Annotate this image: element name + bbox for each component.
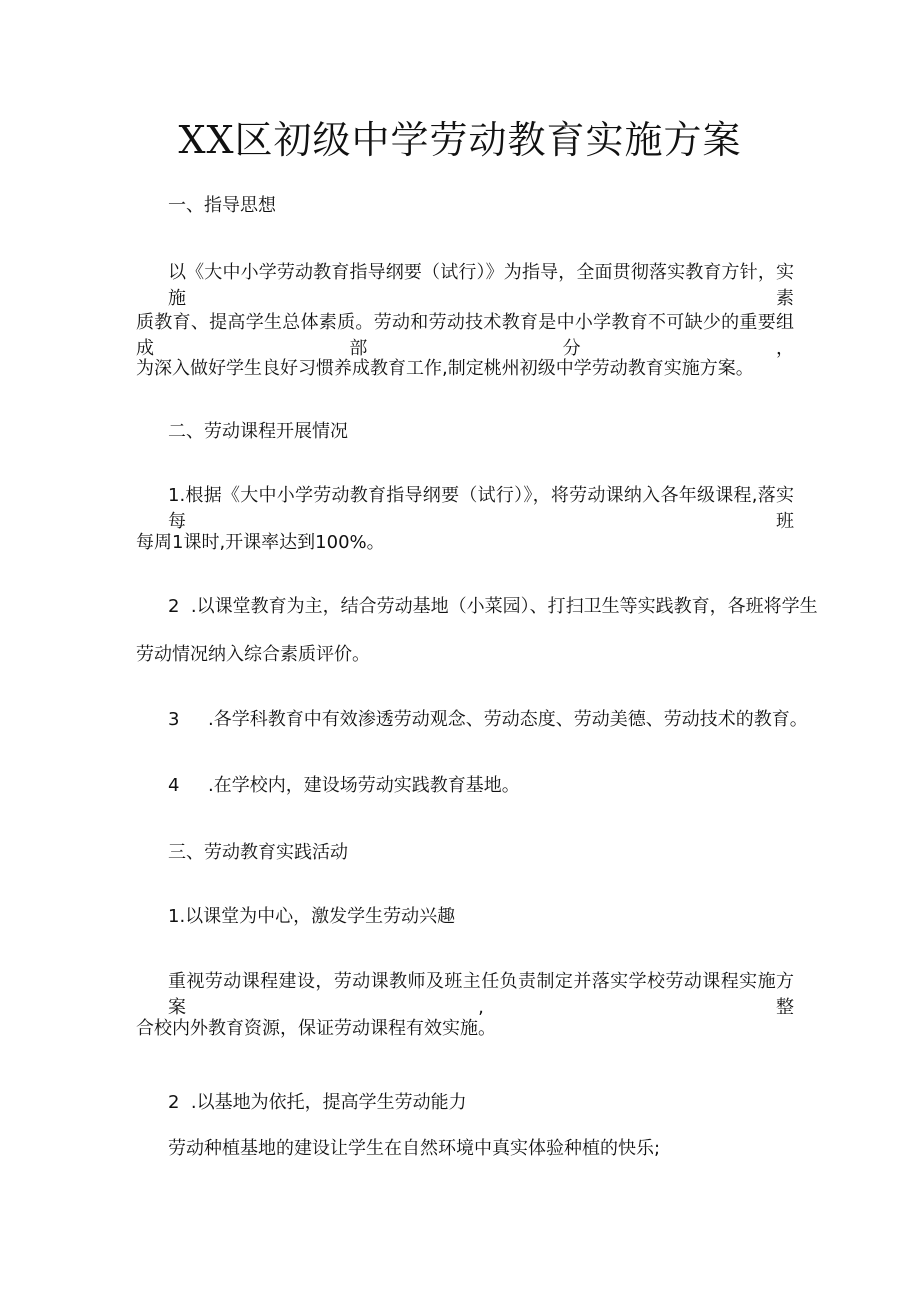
subheading-base-support: 2 .以基地为依托，提高学生劳动能力 [168, 1092, 467, 1113]
paragraph-line: 质教育、提高学生总体素质。劳动和劳动技术教育是中小学教育不可缺少的重要组成部分， [136, 312, 794, 359]
paragraph-line: 劳动种植基地的建设让学生在自然环境中真实体验种植的快乐; [168, 1138, 661, 1159]
paragraph-line: 以《大中小学劳动教育指导纲要（试行）》为指导，全面贯彻落实教育方针，实施素 [168, 262, 794, 309]
paragraph-line: 为深入做好学生良好习惯养成教育工作,制定桃州初级中学劳动教育实施方案。 [136, 358, 754, 379]
paragraph-line: 重视劳动课程建设，劳动课教师及班主任负责制定并落实学校劳动课程实施方案,整 [168, 971, 794, 1018]
document-title: XX区初级中学劳动教育实施方案 [178, 118, 742, 162]
list-item-line: 2 .以课堂教育为主，结合劳动基地（小菜园）、打扫卫生等实践教育，各班将学生 [168, 596, 818, 617]
list-item-line: 劳动情况纳入综合素质评价。 [136, 644, 370, 665]
section-heading-guiding-thought: 一、指导思想 [168, 195, 276, 216]
section-heading-practice-activities: 三、劳动教育实践活动 [168, 842, 348, 863]
subheading-classroom-center: 1.以课堂为中心，激发学生劳动兴趣 [168, 906, 456, 927]
paragraph-line: 合校内外教育资源，保证劳动课程有效实施。 [136, 1018, 496, 1039]
list-item-line: 每周1课时,开课率达到100%。 [136, 532, 385, 553]
list-item-line: 4 .在学校内，建设场劳动实践教育基地。 [168, 775, 520, 796]
list-item-line: 1.根据《大中小学劳动教育指导纲要（试行）》，将劳动课纳入各年级课程,落实每班 [168, 485, 794, 532]
list-item-line: 3 .各学科教育中有效渗透劳动观念、劳动态度、劳动美德、劳动技术的教育。 [168, 709, 808, 730]
section-heading-course-status: 二、劳动课程开展情况 [168, 421, 348, 442]
